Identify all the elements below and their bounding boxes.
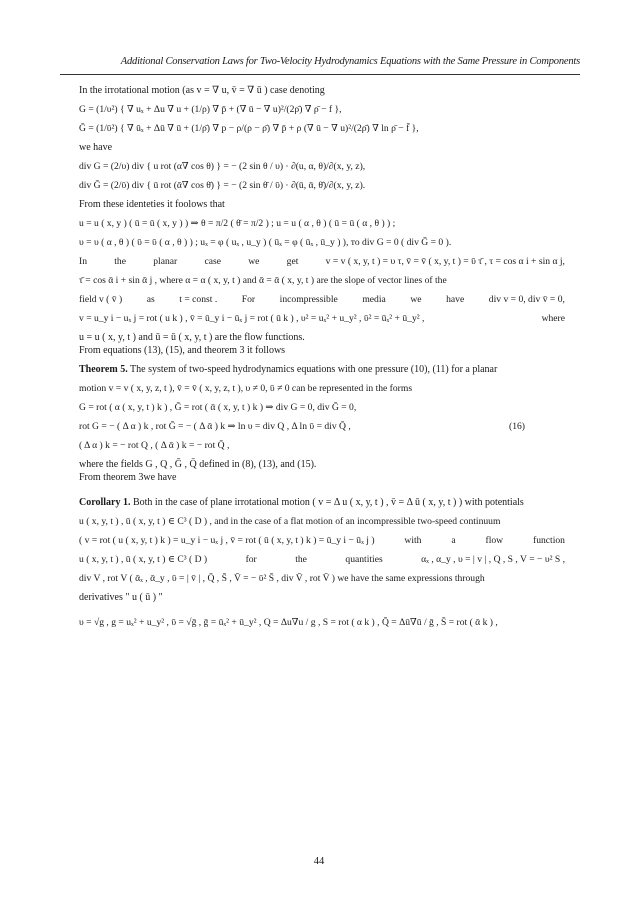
intro-paragraph: In the irrotational motion (as v = ∇ u, v̄ = ∇ ū ) case denoting <box>79 85 325 96</box>
planar-velocity-expression: v = v ( x, y, t ) = υ τ, v̄ = v̄ ( x, y, t ) = ῡ τ̄ , τ = cos α i + sin α j, <box>325 256 565 267</box>
word: a <box>451 535 456 546</box>
corollary-text: Both in the case of plane irrotational motion ( v = Δ u ( x, y, t ) , v̄ = Δ ū ( x, y, t ) ) with potentials <box>130 497 524 508</box>
corollary-line-6: derivatives " u ( ū ) " <box>79 592 163 603</box>
final-equation: υ = √g , g = uₓ² + u_y² , ῡ = √ḡ , ḡ = ūₓ² + ū_y² , Q = Δu∇u / g , S = rot ( α k ) , Q̄ = Δū∇ū / ḡ , S̄ = rot ( ᾱ k ) , <box>79 617 498 628</box>
word: we <box>248 256 260 267</box>
theorem-label: Theorem 5. <box>79 364 128 375</box>
planar-line-1 <box>79 255 565 268</box>
running-title: Additional Conservation Laws for Two-Velocity Hydrodynamics Equations with the Same Pressure in Components <box>120 56 580 67</box>
fields-text: where the fields G , Q , Ḡ , Q̄ defined in (8), (13), and (15). <box>79 459 317 470</box>
theorem-motion-line: motion v = v ( x, y, z, t ), v̄ = v̄ ( x, y, z, t ), υ ≠ 0, ῡ ≠ 0 can be represented in the forms <box>79 383 413 394</box>
page-body <box>79 84 565 629</box>
word: have <box>446 294 465 305</box>
implication-line-2: υ = υ ( α , θ ) ( ῡ = ῡ ( α , θ ) ) ; uₓ = φ ( uₓ , u_y ) ( ūₓ = φ ( ūₓ , ū_y ) ), то div G = 0 ( div Ḡ = 0 ). <box>79 237 452 248</box>
equation-tag: (16) <box>509 421 525 432</box>
word: t = const . <box>179 294 218 305</box>
word: planar <box>153 256 178 267</box>
word: case <box>204 256 221 267</box>
planar-line-4 <box>79 312 565 325</box>
from-theorem-text: From theorem 3we have <box>79 472 177 483</box>
word: In <box>79 256 87 267</box>
word: flow <box>485 535 504 546</box>
equation-div-G-bar: div Ḡ = (2/ῡ) div { ū rot (ᾱ∇ cos θ̄) } = − (2 sin θ̄ / ῡ) · ∂(ū, ᾱ, θ̄)/∂(x, y, z). <box>79 180 366 191</box>
word: field v ( v̄ ) <box>79 294 123 305</box>
implication-line-1: u = u ( x, y ) ( ū = ū ( x, y ) ) ⇒ θ = π/2 ( θ̄ = π/2 ) ; u = u ( α , θ ) ( ū = ū ( α , θ ) ) ; <box>79 218 396 229</box>
planar-line-3 <box>79 293 565 306</box>
word: media <box>362 294 386 305</box>
word: where <box>541 313 565 324</box>
quantities-expression: αₓ , α_y , υ = | v | , Q , S , V = − υ² S , <box>421 554 565 565</box>
theorem-equation-1: G = rot ( α ( x, y, t ) k ) , Ḡ = rot ( ᾱ ( x, y, t ) k ) ⇒ div G = 0, div Ḡ = 0, <box>79 402 357 413</box>
equation-G: G = (1/υ²) { ∇ uₓ + Δu ∇ u + (1/ρ) ∇ p̄ + (∇ ū − ∇ u)²/(2ρ̄) ∇ ρ̄ − f }, <box>79 104 342 115</box>
theorem-equation-2: rot G = − ( Δ α ) k , rot Ḡ = − ( Δ ᾱ ) k ⇒ ln υ = div Q , Δ ln ῡ = div Q̄ , <box>79 421 351 432</box>
divergence-expression: div v = 0, div v̄ = 0, <box>488 294 565 305</box>
from-equations-text: From equations (13), (15), and theorem 3 it follows <box>79 345 286 356</box>
flow-functions-text: u = u ( x, y, t ) and ū = ū ( x, y, t ) are the flow functions. <box>79 332 305 343</box>
identities-text: From these identeties it foolows that <box>79 199 225 210</box>
header-rule <box>60 74 580 75</box>
theorem-equation-2-row <box>79 420 565 433</box>
word: get <box>286 256 299 267</box>
corollary-line-4 <box>79 553 565 566</box>
corollary-label: Corollary 1. <box>79 497 131 508</box>
word: incompressible <box>279 294 338 305</box>
theorem-equation-3: ( Δ α ) k = − rot Q , ( Δ ᾱ ) k = − rot Q̄ , <box>79 440 230 451</box>
equation-G-bar: Ḡ = (1/ῡ²) { ∇ ūₓ + Δū ∇ ū + (1/ρ̄) ∇ p − ρ/(ρ − ρ̄) ∇ p̄ + ρ (∇ ū − ∇ u)²/(2ρ̄) ∇ ln ρ̄ − f̄ }, <box>79 123 419 134</box>
corollary-line-3 <box>79 534 565 547</box>
corollary-1 <box>79 496 565 509</box>
corollary-line-2: u ( x, y, t ) , ū ( x, y, t ) ∈ C³ ( D ) , and in the case of a flat motion of an incompressible two-speed continuum <box>79 516 501 527</box>
word: For <box>241 294 256 305</box>
word: the <box>114 256 126 267</box>
function-class-expression: u ( x, y, t ) , ū ( x, y, t ) ∈ C³ ( D ) <box>79 554 208 565</box>
theorem-5 <box>79 363 565 376</box>
word: with <box>404 535 422 546</box>
planar-line-2: τ̄ = cos ᾱ i + sin ᾱ j , where α = α ( x, y, t ) and ᾱ = ᾱ ( x, y, t ) are the slope of vector lines of the <box>79 275 447 286</box>
word: for <box>245 554 257 565</box>
equation-div-G: div G = (2/υ) div { u rot (α∇ cos θ) } = − (2 sin θ / υ) · ∂(u, α, θ)/∂(x, y, z), <box>79 161 366 172</box>
page-number: 44 <box>313 856 325 867</box>
theorem-text: The system of two-speed hydrodynamics equations with one pressure (10), (11) for a planar <box>127 364 498 375</box>
flat-motion-expression: ( v = rot ( u ( x, y, t ) k ) = u_y i − uₓ j , v̄ = rot ( ū ( x, y, t ) k ) = ū_y i − ūₓ j ) <box>79 535 375 546</box>
we-have-text: we have <box>79 142 113 153</box>
word: the <box>295 554 307 565</box>
corollary-line-5: div V , rot V ( ᾱₓ , ᾱ_y , ῡ = | v̄ | , Q̄ , S̄ , V̄ = − ῡ² S̄ , div V̄ , rot V̄ ) we have the same expressions through <box>79 573 485 584</box>
word: quantities <box>345 554 383 565</box>
word: we <box>410 294 422 305</box>
word: as <box>146 294 155 305</box>
word: function <box>533 535 565 546</box>
stream-function-expression: v = u_y i − uₓ j = rot ( u k ) , v̄ = ū_y i − ūₓ j = rot ( ū k ) , υ² = uₓ² + u_y² , ῡ² = ūₓ² + ū_y² , <box>79 313 425 324</box>
